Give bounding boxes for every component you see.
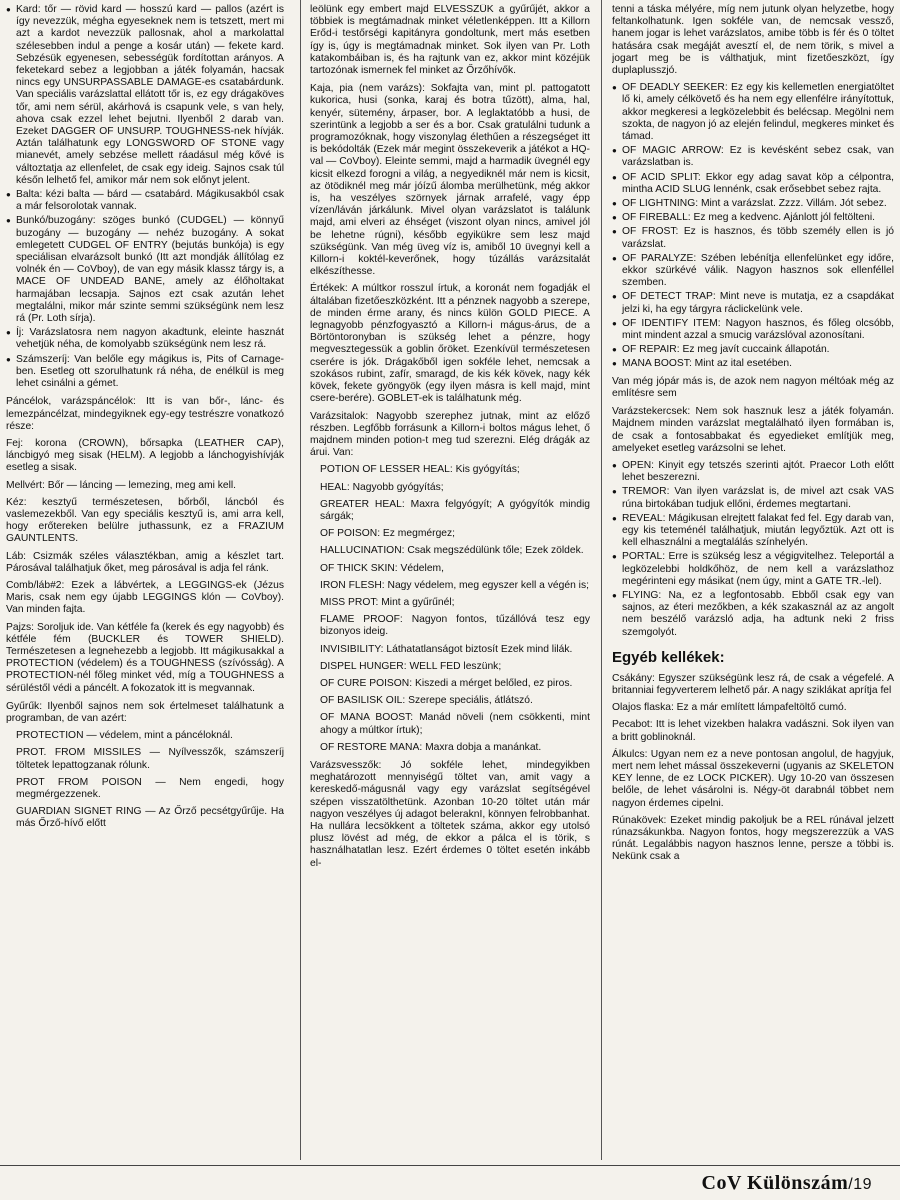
scroll-portal: ● PORTAL: Erre is szükség lesz a végigvitelhez. Teleportál a legközelebbi holdkőhöz, de nem kell a varázslathoz megérinteni egy másikat (nem úgy, mint a GATE TR.-lel). [612, 551, 894, 588]
scroll-list [612, 460, 894, 639]
entry-fej: Fej: korona (CROWN), bőrsapka (LEATHER CAP), láncbigyó meg sisak (HELM). A legjobb a lánchogyishívják esetleg a sisak. [6, 437, 284, 474]
weapon-list [6, 4, 284, 390]
section-ertekek: Értékek: A múltkor rosszul írtuk, a koronát nem fogadják el általában fizetőeszközként. Itt a pénznek nagyobb a szerepe, de minden érme arany, és nincs külön GOLD PIECE. A legnagyobb pénzfogyasztó a Killorn-i mágus-árus, de a Börtöntoronyban is szükség lehet a pénzre, hogy megvesztegessük a goblin őröket. Ezenkívül természetesen cserére is jók. Drágakőből igen sokféle lehet, nemcsak a szokásos rubint, zafír, smaragd, de kis kék kövek, nagy kék kövek, fekete gyöngyök (egy ilyen másra is kell majd, mint csere-berére). GOBLET-ek is találhatunk még. [310, 283, 590, 405]
page-footer [702, 1172, 872, 1195]
potion-dispel-hunger: DISPEL HUNGER: WELL FED leszünk; [320, 660, 502, 672]
section-varazsitalok: Varázsitalok: Nagyobb szerephez jutnak, mint az előző részben. Legfőbb forrásunk a Killorn-i boltos mágus lehet, ő majdnem minden potion-t meg tud szerezni. Elég drágák az árui. Van: [310, 410, 590, 459]
column-divider [601, 0, 602, 1160]
potion-hallucination: HALLUCINATION: Csak megszédülünk tőle; Ezek zöldek. [320, 545, 584, 557]
wand-magic-arrow: ● OF MAGIC ARROW: Ez is kevésként sebez csak, van varázslatban is. [612, 145, 894, 169]
entry-mellvert: Mellvért: Bőr — láncing — lemezing, meg ami kell. [6, 479, 237, 491]
column-divider [300, 0, 301, 1160]
entry-kez: Kéz: kesztyű természetesen, bőrből, láncból és vaslemezekből. Van egy speciális kesztyű is, ami arra kell, hogy erőtereken belülre juthassunk, ez a FRAZIUM GAUNTLENTS. [6, 496, 284, 545]
entry-csakany: Csákány: Egyszer szükségünk lesz rá, de csak a végefelé. A britanniai fegyverterem lelhető pár. A nagy sziklákat aprítja fel [612, 672, 894, 696]
ring-continued: leölünk egy embert majd ELVESSZÜK a gyűrűjét, akkor a többiek is megtámadnak minket véletlenképpen. Itt a Killorn Erőd-i testőrségi kapitányra gondoltunk, mert más esetben így is, úgy is megtámadnak minket. Sok ilyen van Pr. Loth katakombáiban is, és ha rajtunk van ez, akkor mint közéjük tartozónak ismernek fel minket az Őrzőhívők. [310, 4, 590, 77]
wand-mana-boost: ● MANA BOOST: Mint az ital esetében. [612, 358, 894, 370]
ring-poison: PROT FROM POISON — Nem engedi, hogy megmérgezzenek. [16, 776, 284, 800]
wand-frost: ● OF FROST: Ez is hasznos, és több személy ellen is jó varázslat. [612, 226, 894, 250]
potion-greater-heal: GREATER HEAL: Maxra felgyógyít; A gyógyítók mindig sárgák; [320, 498, 590, 522]
column-right [612, 4, 894, 1154]
entry-pecabot: Pecabot: Itt is lehet vizekben halakra vadászni. Sok ilyen van a britt goblinoknál. [612, 719, 894, 743]
column-middle [310, 4, 590, 1154]
wand-repair: ● OF REPAIR: Ez meg javít cuccaink állapotán. [612, 344, 894, 356]
potion-lesser-heal: POTION OF LESSER HEAL: Kis gyógyítás; [320, 464, 520, 476]
section-varazsvesszok: Varázsvesszők: Jó sokféle lehet, mindegyikben meghatározott mennyiségű töltet van, amit vagy a kereskedő-mágusnál vagy egy varázslat segítségével szépen visszatölthetünk. Azonban 10-20 töltet után már nagyon veszélyes új adagot beleraknI, könnyen felrobbanhat. Ha nullára lecsökkent a töltetek száma, akkor egy utolsó plusz lövést ad még, de ekkor a pálca el is törik, s használhatatlan lesz. Ezért érdemes 0 töltet esetén inkább el- [310, 759, 590, 869]
entry-bunko: ● Bunkó/buzogány: szöges bunkó (CUDGEL) — könnyű buzogány — buzogány — nehéz buzogány. A sokat emlegetett CUDGEL OF ENTRY (bejutás bunkója) is egy speciálisan elvarázsolt bunkó (Itt azt mondják állítólag ez volnék én — CoVboy), de van egy másik klassz tárgy is, a MACE OF UNDEAD BANE, amely az élőholtakat harmajában lecsapja. Sajnos ezt csak azután lehet megtalálni, mikor már szinte semmi szükségünk nem lesz rá (Pr. Loth sírja). [6, 215, 284, 325]
wand-identify-item: ● OF IDENTIFY ITEM: Nagyon hasznos, és főleg olcsóbb, mint mindent azzal a smucig varázslóval azonosítani. [612, 318, 894, 342]
scroll-open: ● OPEN: Kinyit egy tetszés szerinti ajtót. Praecor Loth előtt lehet beszerezni. [612, 460, 894, 484]
entry-runakovek: Rúnakövek: Ezeket mindig pakoljuk be a REL rúnával jelzett rúnazsákunkba. Nagyon fontos, hogy megszerezzük a VAS rúnát. Legalábbis nagyon hasznos lenne, persze a többi is. Nekünk csak a [612, 814, 894, 863]
section-varazstekercsek: Varázstekercsek: Nem sok hasznuk lesz a játék folyamán. Majdnem minden varázslat megtalálható ilyen formában is, de csak a fontosabbakat és egyedieket említjük meg, amelyeket esetleg varázsolni se lehet. [612, 406, 894, 454]
potion-iron-flesh: IRON FLESH: Nagy védelem, meg egyszer kell a végén is; [320, 579, 589, 591]
scroll-tremor: ● TREMOR: Van ilyen varázslat is, de mivel azt csak VAS rúna birtokában tudjuk ellőni, érdemes megtartani. [612, 486, 894, 510]
wand-paralyze: ● OF PARALYZE: Szében lebénítja ellenfelünket egy időre, ekkor szürkévé válik. Nagyon hasznos sok ellenféllel szemben. [612, 253, 894, 290]
ring-guardian: GUARDIAN SIGNET RING — Az Őrző pecsétgyűrűje. Ha más Őrző-hívő előtt [16, 806, 284, 830]
potion-restore-mana: OF RESTORE MANA: Maxra dobja a manánkat. [320, 741, 542, 753]
entry-pajzs: Pajzs: Soroljuk ide. Van kétféle fa (kerek és egy nagyobb) és kétféle fém (BUCKLER és TOWER SHIELD). Természetesen a legnehezebb a legjobb. Itt mágikusakkal a PROTECTION (védelem) és a TOUGHNESS (szívósság). A PROTECTION-nél főleg minket véd, míg a TOUGHNESS a sérüléstől védi a páncélt. A fokozatok itt is megvannak. [6, 621, 284, 694]
potion-heal: HEAL: Nagyobb gyógyítás; [320, 481, 444, 493]
entry-lab: Láb: Csizmák széles választékban, amig a készlet tart. Párosával találhatjuk őket, meg párosával is adja fel ránk. [6, 550, 284, 574]
ring-protection: PROTECTION — védelem, mint a páncéloknál. [16, 730, 233, 742]
wand-detect-trap: ● OF DETECT TRAP: Mint neve is mutatja, ez a csapdákat jelzi ki, ha egy tárgyra ráclickelünk vele. [612, 291, 894, 315]
potion-mana-boost: OF MANA BOOST: Manád növeli (nem csökkenti, mint ahogy a múltkor írtuk); [320, 712, 590, 736]
scroll-reveal: ● REVEAL: Mágikusan elrejtett falakat fed fel. Egy darab van, egy kis teteménél találhatjuk, miután legyőztük. Azt ott is kell elhasználni a megtalálás színhelyén. [612, 513, 894, 550]
wand-tail: Van még jópár más is, de azok nem nagyon méltóak még az említésre sem [612, 375, 894, 399]
potion-invisibility: INVISIBILITY: Láthatatlanságot biztosít Ezek mind lilák. [320, 643, 573, 655]
ring-missiles: PROT. FROM MISSILES — Nyílvesszők, számszeríj töltetek lepattogzanak rólunk. [16, 747, 284, 771]
wand-continued: tenni a táska mélyére, míg nem jutunk olyan helyzetbe, hogy feltankolhatunk. Igen sokféle van, de nemcsak vessző, hanem jogar is lehet varázslatos, amibe több is fér és 0 töltet hatására csak megáját avesztí el, de nem törik, s mivel a jogart meg be is válthatjuk, mint fizetőeszközt, így duplaplusszjó. [612, 4, 894, 77]
entry-ij: ● Íj: Varázslatosra nem nagyon akadtunk, eleinte hasznát vehetjük néha, de komolyabb szükségünk nem lesz rá. [6, 327, 284, 351]
wand-fireball: ● OF FIREBALL: Ez meg a kedvenc. Ajánlott jól feltölteni. [612, 212, 894, 224]
potion-thick-skin: OF THICK SKIN: Védelem, [320, 562, 444, 574]
potion-poison: OF POISON: Ez megmérgez; [320, 528, 456, 540]
column-left [6, 4, 284, 1154]
potion-cure-poison: OF CURE POISON: Kiszedi a mérget belőled, ez piros. [320, 677, 573, 689]
heading-egyeb-kellekek: Egyéb kellékek: [612, 648, 725, 666]
entry-szamszerij: ● Számszeríj: Van belőle egy mágikus is, Pits of Carnage-ben. Esetleg ott szorulhatunk rá néha, de enélkül is meg lehet csinálni a gémet. [6, 354, 284, 391]
footer-rule [0, 1165, 900, 1166]
section-pancelok: Páncélok, varázspáncélok: Itt is van bőr-, lánc- és lemezpáncélzat, mindegyiknek egy-egy testrészre vonatkozó része: [6, 396, 284, 432]
wand-lightning: ● OF LIGHTNING: Mint a varázslat. Zzzz. Villám. Jót sebez. [612, 198, 894, 210]
section-gyuruk: Gyűrűk: Ilyenből sajnos nem sok értelmeset találhatunk a programban, de van azért: [6, 700, 284, 724]
entry-alkulcs: Álkulcs: Ugyan nem ez a neve pontosan angolul, de hagyjuk, mert nem lehet mással összekeverni (ugyanis az SKELETON KEY lenne, de ez LOCK PICKER). Ugy 10-20 van összesen belőle, de lehet vásárolni is. Négy-öt darabnál többet nem nagyon érdemes cipelni. [612, 748, 894, 809]
entry-olajos: Olajos flaska: Ez a már említett lámpafeltöltő cumó. [612, 702, 847, 714]
wand-deadly-seeker: ● OF DEADLY SEEKER: Ez egy kis kellemetlen energiatöltet lő ki, amely célkövető és ha nem egy ellenfélre irányítottuk, akkor megkeresi a legközelebbit és belécsap. Megölni nem szokta, de nagyon jó az elején felindul, megkeres minket és támad. [612, 82, 894, 143]
entry-kard: ● Kard: tőr — rövid kard — hosszú kard — pallos (azért is így nevezzük, mégha egyeseknek nem is tetszett, mert mi azt a kardot nevezzük pallosnak, ahol a markolattal szélesebben indul a penge a kosár után) — fekete kard. Sebzésük egyenesen, sebességük fordítottan arányos. A feketekard sebez a legjobban a játék folyamán, hacsak nincs egy UNSURPASSABLE DAMAGE-es csatabárdunk. Van speciális varázslattal ellátott tőr is, ez egy drágaköves tőr, ami nem sérül, akárhová is csapunk vele, s van hely, ahova csak ezzel lehet bejutni. Ilyenből 2 darab van. Ezeket DAGGER OF UNSURP. TOUGHNESS-nek hívják. Aztán találhatunk egy LONGSWORD OF STONE vagy mianevét, amely sebzése mellett ráadásul még kővé is változtatja az ellenfelet, de csak egy ideig. Sajnos csak túl későn lelhető fel, amikor már nem sok előnyt jelent. [6, 4, 284, 187]
section-kaja: Kaja, pia (nem varázs): Sokfajta van, mint pl. pattogatott kukorica, husi (sonka, karaj és botra tűzött), alma, hal, kenyér, sütemény, árpaser, bor. A leglaktatóbb a husi, de szerintünk a legjobb a ser és a bor. Csak gratulálni tudunk a programozóknak, hogy viszonylag élethűen a részegséget itt is bekódolták (Ezek már megint összekeverik a játékot a HQ-val — CoVboy). Eleinte semmi, majd a harmadik üvegnél egy kicsit elkezd forogni a világ, a negyediknél már nem is kicsit, az ötödiknél meg már jóízű álomba merülhetünk, még akkor is, ha veszélyes szörnyek járnak arrafelé, vagy épp vízen/láván járkálunk. Mivel olyan varázslatot is találunk majd, ami elveri az éhséget (viszont olyan nincs, amivel jól be lehetne rúgni), később egyikükre sem lesz majd szükségünk. Van még üveg víz is, amiből 10 üvegnyi kell a Killorn-i koktél-keverőnek, hogy túzállás varázsitalát elkészíthesse. [310, 83, 590, 278]
wand-list [612, 82, 894, 370]
potion-miss-prot: MISS PROT: Mint a gyűrűnél; [320, 596, 455, 608]
potion-flame-proof: FLAME PROOF: Nagyon fontos, tűzállóvá tesz egy bizonyos ideig. [320, 614, 590, 638]
wand-acid-split: ● OF ACID SPLIT: Ekkor egy adag savat köp a célpontra, mintha ACID SLUG lennénk, csak erősebbet sebez rajta. [612, 172, 894, 196]
entry-comb: Comb/láb#2: Ezek a lábvértek, a LEGGINGS-ek (Jézus Maris, csak nem egy újabb LEGGINGS klón — CoVboy). Van minden fajta. [6, 579, 284, 616]
scroll-flying: ● FLYING: Na, ez a legfontosabb. Ebből csak egy van sajnos, az éteri mezőkben, a kék szakasznál az az angolt nem beszélő varázsló adja, ha adtunk neki 2 friss szemgolyót. [612, 590, 894, 639]
entry-balta: ● Balta: kézi balta — bárd — csatabárd. Mágikusakból csak a már felsorolotak vannak. [6, 189, 284, 213]
potion-basilisk-oil: OF BASILISK OIL: Szerepe speciális, átlátszó. [320, 695, 533, 707]
magazine-title: CoV Különszám [701, 1172, 849, 1194]
page-number: /19 [848, 1176, 872, 1193]
